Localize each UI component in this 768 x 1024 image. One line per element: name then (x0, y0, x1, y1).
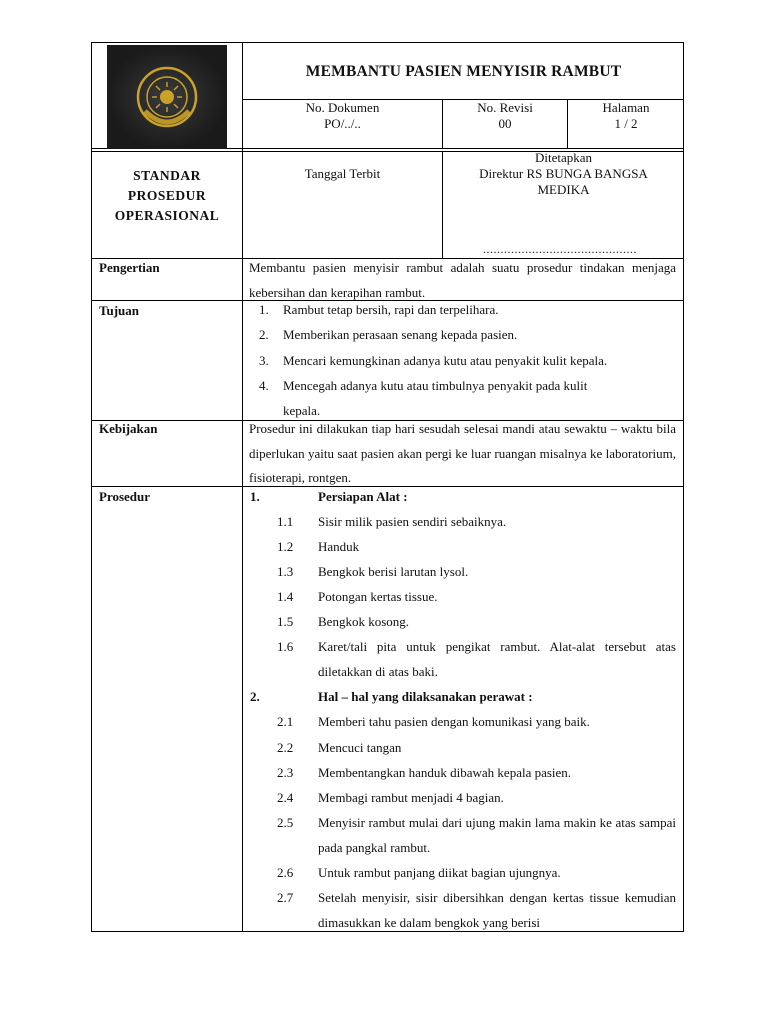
step-number: 1.4 (277, 589, 294, 604)
tujuan-num: 3. (259, 353, 269, 368)
doc-number-label: No. Dokumen (305, 100, 380, 115)
sop-heading (92, 166, 242, 226)
step-text: Bengkok kosong. (318, 614, 409, 629)
issue-date-label: Tanggal Terbit (304, 166, 381, 181)
section-number: 2. (250, 689, 260, 704)
kebijakan-label: Kebijakan (99, 421, 158, 436)
step-number: 2.5 (277, 815, 294, 830)
doc-number-value: PO/../.. (324, 116, 361, 131)
step-number: 2.6 (277, 865, 294, 880)
revision-value: 00 (498, 116, 512, 131)
tujuan-label: Tujuan (99, 303, 139, 318)
tujuan-num: 4. (259, 378, 269, 393)
tujuan-num: 2. (259, 327, 269, 342)
step-number: 2.3 (277, 765, 294, 780)
page-label: Halaman (602, 100, 650, 115)
tujuan-item: Mencegah adanya kutu atau timbulnya penyakit pada kulit (283, 378, 588, 393)
tujuan-item-cont: kepala. (283, 403, 321, 418)
step-text: Setelah menyisir, sisir dibersihkan dengan kertas tissue kemudian dimasukkan ke dalam bengkok yang berisi (318, 890, 676, 930)
step-text: Mencuci tangan (318, 740, 402, 755)
tujuan-item: Rambut tetap bersih, rapi dan terpelihara. (283, 302, 499, 317)
ditetapkan-label: Ditetapkan (534, 150, 593, 165)
step-text: Untuk rambut panjang diikat bagian ujungnya. (318, 865, 561, 880)
step-number: 1.1 (277, 514, 294, 529)
step-text: Menyisir rambut mulai dari ujung makin lama makin ke atas sampai pada pangkal rambut. (318, 815, 676, 855)
tujuan-item: Mencari kemungkinan adanya kutu atau penyakit kulit kepala. (283, 353, 608, 368)
step-number: 2.4 (277, 790, 294, 805)
pengertian-label: Pengertian (99, 260, 160, 275)
step-number: 1.5 (277, 614, 294, 629)
step-text: Sisir milik pasien sendiri sebaiknya. (318, 514, 507, 529)
sop-line-2: PROSEDUR (127, 188, 207, 203)
step-text: Potongan kertas tissue. (318, 589, 438, 604)
step-number: 1.3 (277, 564, 294, 579)
sop-line-1: STANDAR (133, 168, 201, 183)
page-value: 1 / 2 (614, 116, 638, 131)
step-text: Memberi tahu pasien dengan komunikasi yang baik. (318, 714, 590, 729)
step-number: 1.6 (277, 639, 294, 654)
step-text: Karet/tali pita untuk pengikat rambut. Alat-alat tersebut atas diletakkan di atas baki. (318, 639, 676, 679)
section-title: Persiapan Alat : (318, 489, 408, 504)
section-number: 1. (250, 489, 260, 504)
step-number: 2.7 (277, 890, 294, 905)
director-label-2: MEDIKA (537, 182, 590, 197)
logo-emblem-icon (107, 45, 227, 149)
step-number: 1.2 (277, 539, 294, 554)
hospital-logo (107, 45, 227, 149)
step-number: 2.2 (277, 740, 294, 755)
step-text: Bengkok berisi larutan lysol. (318, 564, 469, 579)
pengertian-text: Membantu pasien menyisir rambut adalah suatu prosedur tindakan menjaga kebersihan dan kerapihan rambut. (249, 260, 676, 300)
document-title: MEMBANTU PASIEN MENYISIR RAMBUT (305, 63, 622, 80)
sop-line-3: OPERASIONAL (114, 208, 220, 223)
prosedur-label: Prosedur (99, 489, 151, 504)
section-title: Hal – hal yang dilaksanakan perawat : (318, 689, 533, 704)
tujuan-item: Memberikan perasaan senang kepada pasien. (283, 327, 518, 342)
director-label: Direktur RS BUNGA BANGSA (479, 166, 648, 181)
revision-label: No. Revisi (477, 100, 533, 115)
step-text: Membagi rambut menjadi 4 bagian. (318, 790, 504, 805)
signature-line: ............................................ (483, 242, 637, 256)
tujuan-num: 1. (259, 302, 269, 317)
kebijakan-text: Prosedur ini dilakukan tiap hari sesudah selesai mandi atau sewaktu – waktu bila diperlukan yaitu saat pasien akan pergi ke luar ruangan misalnya ke laboratorium, fisioterapi, rontgen. (249, 421, 676, 485)
step-text: Membentangkan handuk dibawah kepala pasien. (318, 765, 572, 780)
step-number: 2.1 (277, 714, 294, 729)
step-text: Handuk (318, 539, 360, 554)
